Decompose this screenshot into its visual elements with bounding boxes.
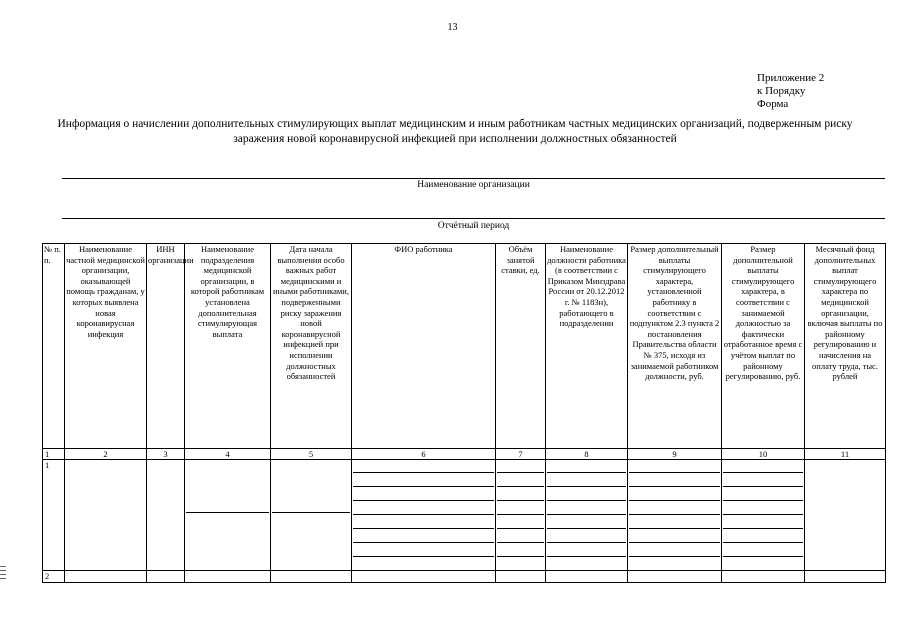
page-number: 13	[447, 22, 458, 33]
row-number: 2	[43, 571, 65, 583]
header-cell: ИНН организации	[147, 244, 185, 449]
table-cell[interactable]	[185, 571, 271, 583]
header-cell: ФИО работника	[352, 244, 496, 449]
header-cell: Наименование подразделения медицинской организации, в которой работникам установлена дополнительная стимулирующая выплата	[185, 244, 271, 449]
header-cell: № п. п.	[43, 244, 65, 449]
header-cell: Месячный фонд дополнительных выплат стимулирующего характера по медицинской организации, включая выплаты по районному регулированию и начисления на оплату труда, тыс. рублей	[805, 244, 886, 449]
organization-label: Наименование организации	[417, 180, 530, 190]
column-number: 7	[496, 449, 546, 460]
header-cell: Дата начала выполнения особо важных работ медицинскими и иными работниками, подверженными риску заражения новой коронавирусной инфекцией при исполнении должностных обязанностей	[271, 244, 352, 449]
document-title: Информация о начислении дополнительных стимулирующих выплат медицинским и иным работникам частных медицинских организаций, подверженным риску заражения новой коронавирусной инфекцией при исполнении должностных обязанностей	[57, 118, 853, 145]
table-cell-split[interactable]	[496, 460, 546, 571]
table-cell[interactable]	[352, 571, 496, 583]
organization-fill-line	[62, 178, 885, 179]
table-cell-split[interactable]	[185, 460, 271, 571]
appendix-header	[757, 72, 824, 111]
table-cell[interactable]	[271, 571, 352, 583]
table-cell[interactable]	[628, 571, 722, 583]
column-number-row	[43, 449, 886, 460]
table-cell[interactable]	[546, 571, 628, 583]
table-cell-split[interactable]	[271, 460, 352, 571]
table-header-row	[43, 244, 886, 449]
table-row	[43, 460, 886, 571]
table-row	[43, 571, 886, 583]
table-cell-split[interactable]	[352, 460, 496, 571]
table-cell[interactable]	[805, 571, 886, 583]
table-cell-split[interactable]	[722, 460, 805, 571]
header-cell: Наименование должности работника (в соответствии с Приказом Минздрава России от 20.12.2012 г. № 1183н), работающего в подразделении	[546, 244, 628, 449]
table-cell[interactable]	[147, 571, 185, 583]
table-cell[interactable]	[65, 460, 147, 571]
table-cell[interactable]	[805, 460, 886, 571]
form-table	[42, 243, 886, 583]
appendix-line: Форма	[757, 98, 789, 110]
period-label: Отчётный период	[437, 221, 510, 231]
period-fill-line	[62, 218, 885, 219]
column-number: 9	[628, 449, 722, 460]
column-number: 3	[147, 449, 185, 460]
column-number: 8	[546, 449, 628, 460]
column-number: 4	[185, 449, 271, 460]
column-number: 1	[43, 449, 65, 460]
table-cell[interactable]	[496, 571, 546, 583]
scan-margin-marks	[0, 566, 6, 582]
column-number: 5	[271, 449, 352, 460]
column-number: 10	[722, 449, 805, 460]
table-cell[interactable]	[722, 571, 805, 583]
column-number: 2	[65, 449, 147, 460]
table-cell[interactable]	[147, 460, 185, 571]
table-cell[interactable]	[65, 571, 147, 583]
column-number: 11	[805, 449, 886, 460]
header-cell: Объём занятой ставки, ед.	[496, 244, 546, 449]
table-cell-split[interactable]	[546, 460, 628, 571]
column-number: 6	[352, 449, 496, 460]
header-cell: Размер дополнительной выплаты стимулирующего характера, в соответствии с занимаемой должностью за фактически отработанное время с учётом выплат по районному регулированию, руб.	[722, 244, 805, 449]
appendix-line: к Порядку	[757, 85, 806, 97]
table-cell-split[interactable]	[628, 460, 722, 571]
appendix-line: Приложение 2	[757, 72, 825, 84]
row-number: 1	[43, 460, 65, 571]
header-cell: Размер дополнительный выплаты стимулирующего характера, установленной работнику в соответствии с подпунктом 2.3 пункта 2 постановления Правительства области № 375, исходя из занимаемой работником должности, руб.	[628, 244, 722, 449]
header-cell: Наименование частной медицинской организации, оказывающей помощь гражданам, у которых выявлена новая коронавирусная инфекция	[65, 244, 147, 449]
